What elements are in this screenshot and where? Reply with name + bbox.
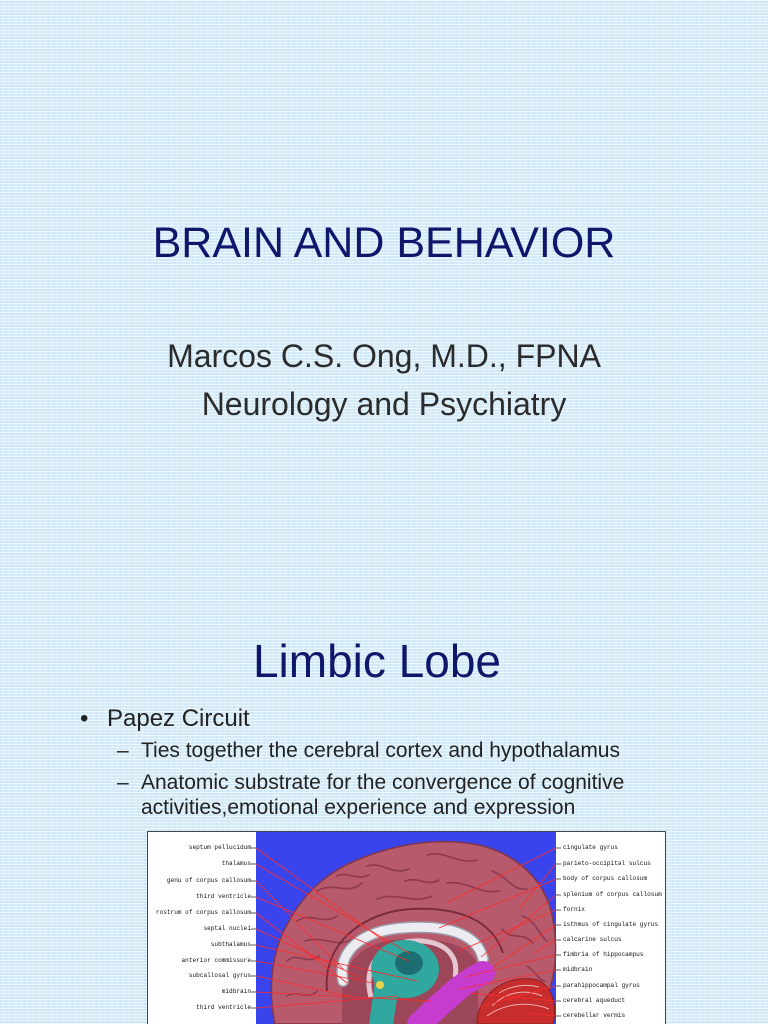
figure-label: splenium of corpus callosum — [563, 891, 662, 898]
bullet-marker: • — [80, 705, 89, 732]
slide-title: Limbic Lobe — [252, 635, 502, 687]
mamillary-body — [376, 981, 384, 989]
figure-label: parieto-occipital sulcus — [563, 860, 651, 867]
sub-bullet-text: Anatomic substrate for the convergence of cognitive activities,emotional experience and expression — [141, 771, 625, 819]
figure-label: calcarine sulcus — [563, 936, 622, 943]
figure-label: third ventricle — [196, 1004, 251, 1011]
figure-label: body of corpus callosum — [563, 875, 648, 882]
figure-label: cerebral aqueduct — [563, 997, 626, 1004]
figure-label: fimbria of hippocampus — [563, 951, 644, 958]
figure-label: isthmus of cingulate gyrus — [563, 921, 659, 928]
slide-limbic-lobe — [0, 512, 768, 1024]
slide-title: BRAIN AND BEHAVIOR — [152, 219, 616, 267]
figure-label: septal nuclei — [203, 925, 251, 932]
figure-label: rostrum of corpus callosum — [155, 909, 251, 916]
department-line: Neurology and Psychiatry — [201, 386, 567, 422]
figure-label: midbrain — [563, 966, 593, 973]
figure-label: fornix — [563, 906, 585, 913]
figure-label: parahippocampal gyrus — [563, 982, 640, 989]
figure-label: subcallosal gyrus — [188, 972, 251, 979]
figure-label: genu of corpus callosum — [166, 877, 251, 884]
third-ventricle — [395, 951, 423, 975]
figure-label: midbrain — [221, 988, 251, 995]
figure-label: third ventricle — [196, 893, 251, 900]
author-line: Marcos C.S. Ong, M.D., FPNA — [167, 338, 601, 374]
figure-label: septum pellucidum — [188, 844, 251, 851]
figure-label: thalamus — [221, 860, 251, 867]
brain-sagittal-figure — [147, 831, 666, 1024]
sub-bullet-text: Ties together the cerebral cortex and hypothalamus — [141, 739, 620, 762]
sub-bullet-marker: – — [117, 771, 129, 794]
figure-label: subthalamus — [210, 941, 251, 948]
figure-label: cingulate gyrus — [563, 844, 618, 851]
sub-bullet-marker: – — [117, 739, 129, 762]
figure-label: anterior commissure — [181, 957, 251, 964]
figure-label: cerebellar vermis — [563, 1012, 626, 1019]
bullet-text: Papez Circuit — [107, 705, 250, 732]
